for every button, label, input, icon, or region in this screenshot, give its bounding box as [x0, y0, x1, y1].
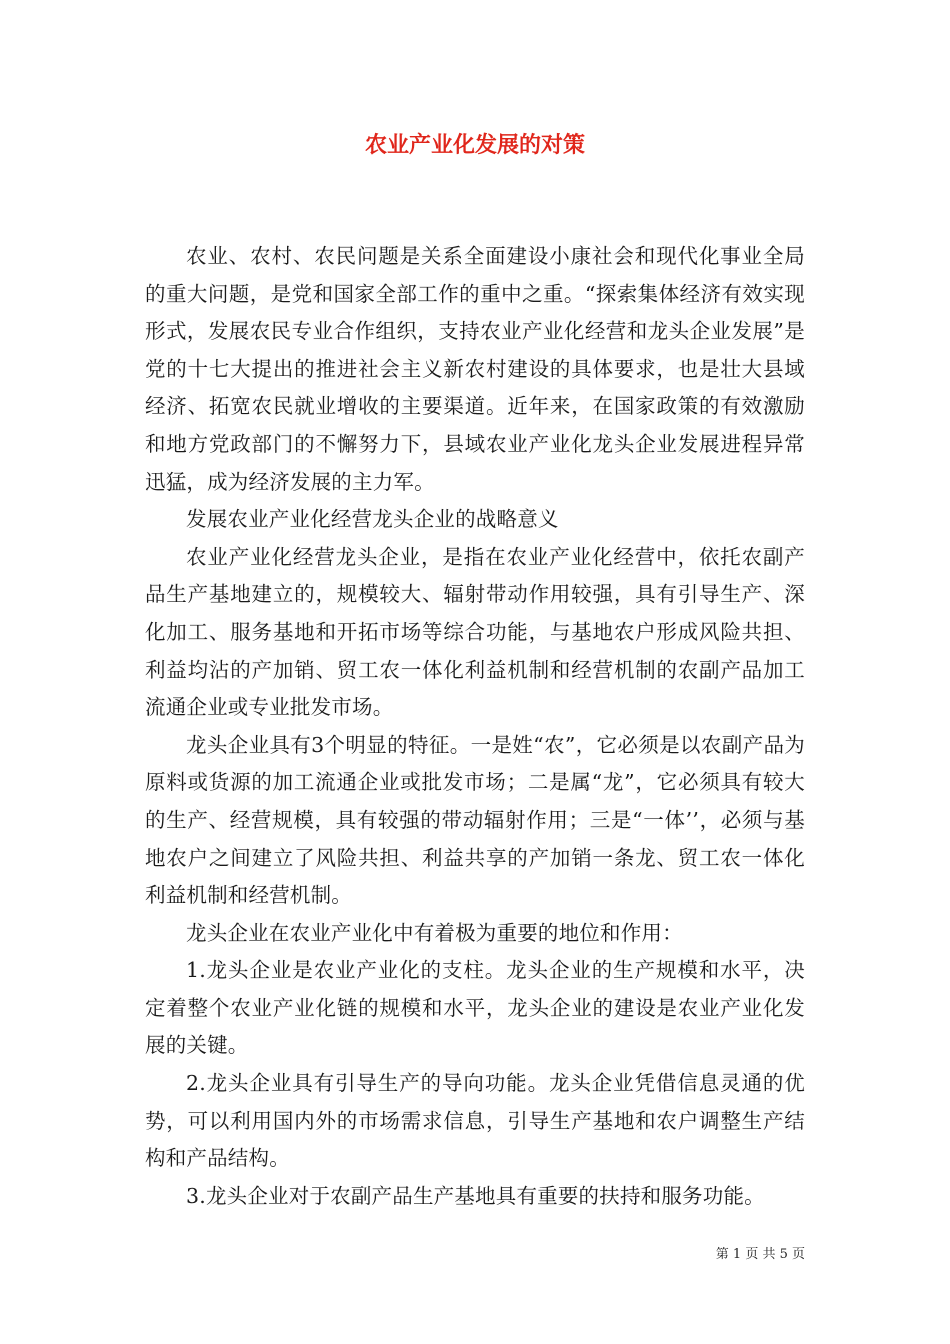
- paragraph-point-1: 1.龙头企业是农业产业化的支柱。龙头企业的生产规模和水平，决定着整个农业产业化链的规模和水平，龙头企业的建设是农业产业化发展的关键。: [145, 958, 805, 1058]
- paragraph-definition: 农业产业化经营龙头企业，是指在农业产业化经营中，依托农副产品生产基地建立的，规模较大、辐射带动作用较强，具有引导生产、深化加工、服务基地和开拓市场等综合功能，与基地农户形成风险共担、利益均沾的产加销、贸工农一体化利益机制和经营机制的农副产品加工流通企业或专业批发市场。: [145, 544, 805, 720]
- paragraph-intro: 农业、农村、农民问题是关系全面建设小康社会和现代化事业全局的重大问题，是党和国家全部工作的重中之重。“探索集体经济有效实现形式，发展农民专业合作组织，支持农业产业化经营和龙头企业发展”是党的十七大提出的推进社会主义新农村建设的具体要求，也是壮大县域经济、拓宽农民就业增收的主要渠道。近年来，在国家政策的有效激励和地方党政部门的不懈努力下，县域农业产业化龙头企业发展进程异常迅猛，成为经济发展的主力军。: [145, 244, 805, 494]
- paragraph-features: 龙头企业具有3个明显的特征。一是姓“农”，它必须是以农副产品为原料或货源的加工流通企业或批发市场；二是属“龙”，它必须具有较大的生产、经营规模，具有较强的带动辐射作用；三是“一体’’，必须与基地农户之间建立了风险共担、利益共享的产加销一条龙、贸工农一体化利益机制和经营机制。: [145, 732, 805, 908]
- page-number: 第 1 页 共 5 页: [715, 1247, 805, 1262]
- paragraph-point-2: 2.龙头企业具有引导生产的导向功能。龙头企业凭借信息灵通的优势，可以利用国内外的市场需求信息，引导生产基地和农户调整生产结构和产品结构。: [145, 1071, 805, 1171]
- paragraph-role-intro: 龙头企业在农业产业化中有着极为重要的地位和作用：: [186, 920, 683, 945]
- document-body: [145, 238, 805, 1215]
- paragraph-point-3: 3.龙头企业对于农副产品生产基地具有重要的扶持和服务功能。: [186, 1183, 765, 1208]
- paragraph-section-heading: 发展农业产业化经营龙头企业的战略意义: [186, 507, 559, 532]
- document-title: 农业产业化发展的对策: [364, 132, 585, 158]
